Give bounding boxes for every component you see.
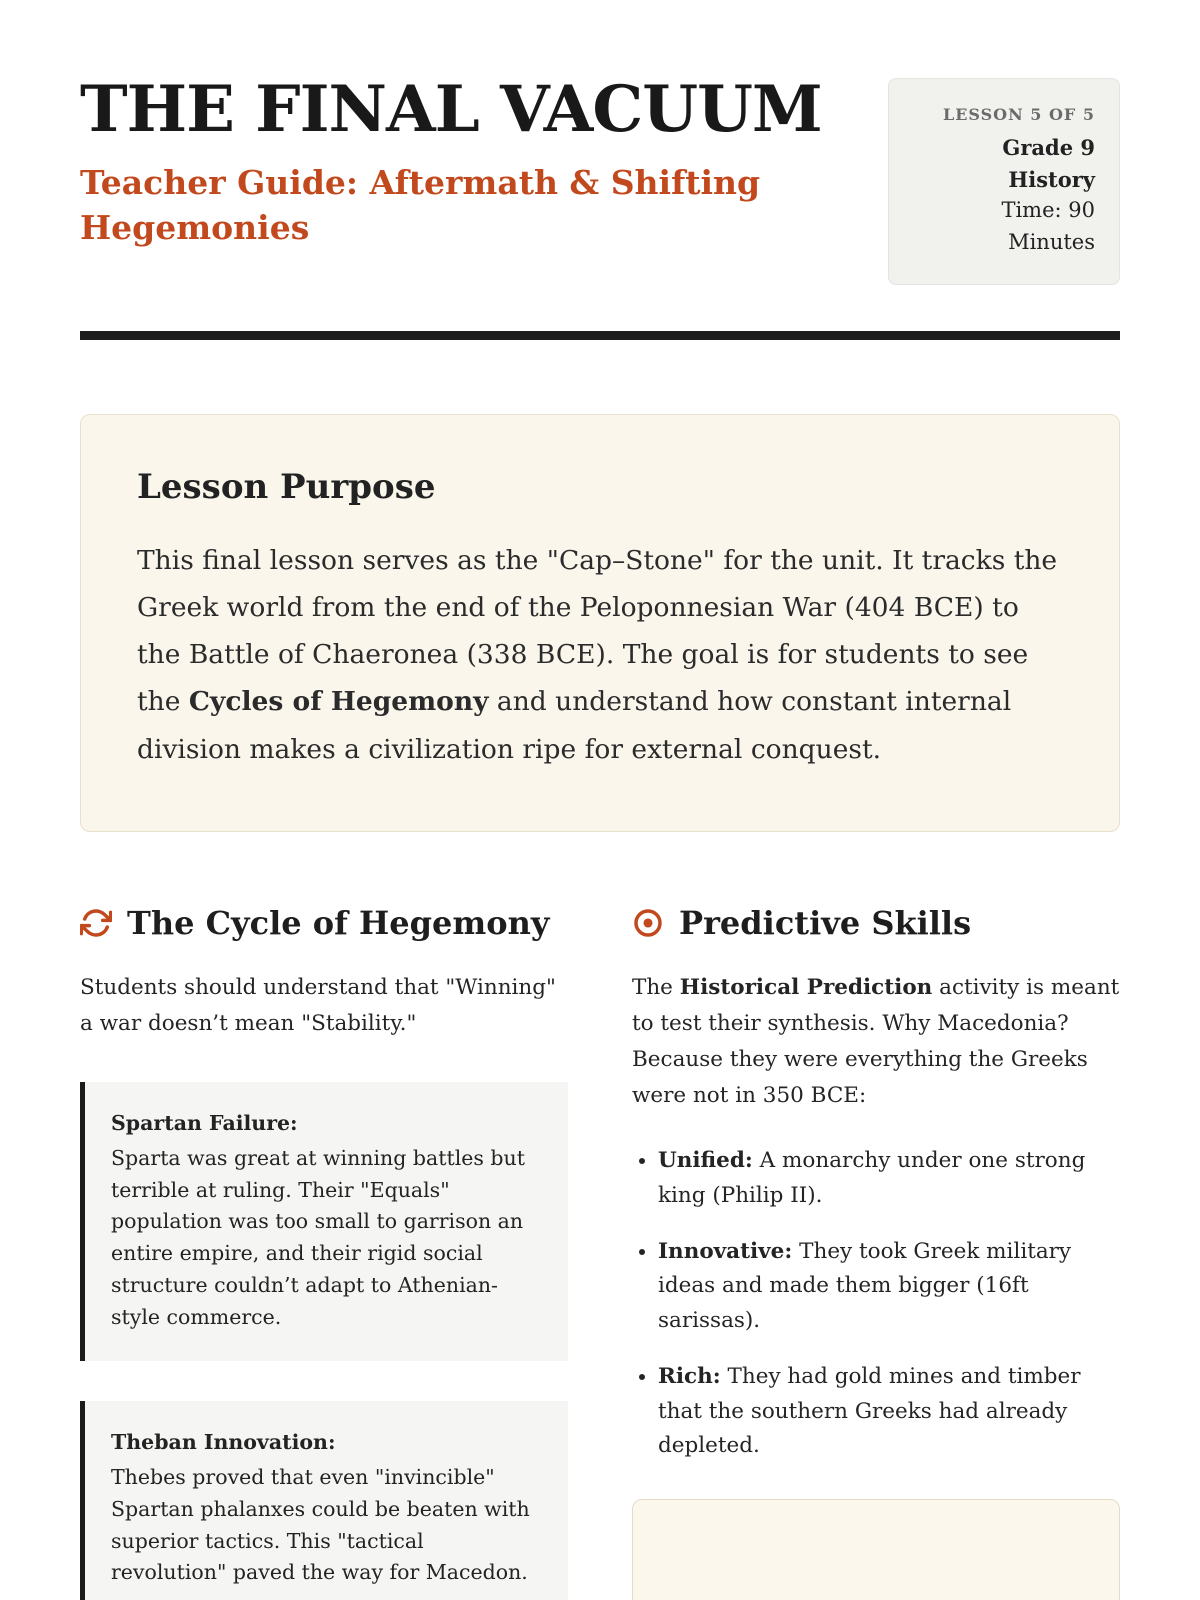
- lesson-purpose-body: [137, 537, 1063, 773]
- list-item: [658, 1235, 1120, 1338]
- lesson-purpose-heading: Lesson Purpose: [137, 467, 436, 507]
- predictive-heading: [632, 904, 1120, 942]
- subject: History: [1008, 166, 1095, 192]
- column-cycle-of-hegemony: [80, 904, 568, 1600]
- duration: Time: 90 Minutes: [1001, 198, 1095, 254]
- divider-rule: [80, 331, 1120, 340]
- page-title: THE FINAL VACUUM: [80, 72, 822, 147]
- column-predictive-skills: [632, 904, 1120, 1600]
- callout-body: Thebes proved that even "invincible" Spartan phalanxes could be beaten with superior tactics. This "tactical revolution" paved the way for Macedon.: [111, 1465, 530, 1585]
- predictive-heading-label: Predictive Skills: [679, 903, 972, 942]
- purpose-text-bold: Cycles of Hegemony: [188, 686, 489, 718]
- list-item: [658, 1360, 1120, 1463]
- cycle-heading: [80, 904, 568, 942]
- cycle-icon: [80, 907, 112, 939]
- list-item: [658, 1144, 1120, 1213]
- eye-icon: [632, 907, 664, 939]
- callout-body: Sparta was great at winning battles but terrible at ruling. Their "Equals" population was too small to garrison an entire empire, and their rigid social structure couldn’t adapt to Athenian-style commerce.: [111, 1145, 525, 1329]
- callout-title: Theban Innovation:: [111, 1430, 336, 1455]
- lesson-meta-card: [888, 78, 1120, 285]
- cycle-intro: Students should understand that "Winning" a war doesn’t mean "Stability.": [80, 974, 556, 1036]
- purpose-text-pre: This final lesson serves as the "Cap–Stone" for the unit. It tracks the Greek world from the end of the Peloponnesian War (404 BCE) to the Battle of Chaeronea (338 BCE). The goal is for students to see the: [137, 545, 1058, 718]
- predictive-intro-pre: The: [632, 974, 680, 1000]
- header-titles: [80, 72, 888, 250]
- grade-level: Grade 9: [1002, 135, 1095, 160]
- callout-spartan-failure: [80, 1082, 568, 1361]
- cycle-heading-label: The Cycle of Hegemony: [127, 903, 550, 942]
- bullet-lead: Rich:: [658, 1364, 721, 1390]
- callout-theban-innovation: [80, 1401, 568, 1600]
- bullet-text: A monarchy under one strong king (Philip II).: [658, 1148, 1086, 1208]
- activity-box: [632, 1499, 1120, 1600]
- predictive-intro-post: activity is meant to test their synthesis. Why Macedonia? Because they were everything the Greeks were not in 350 BCE:: [632, 974, 1120, 1109]
- lesson-purpose-card: [80, 414, 1120, 832]
- content-columns: [80, 904, 1120, 1600]
- bullet-lead: Innovative:: [658, 1239, 793, 1264]
- purpose-text-post: and understand how constant internal division makes a civilization ripe for external conquest.: [137, 686, 1012, 765]
- page-subtitle: Teacher Guide: Aftermath & Shifting Hegemonies: [80, 163, 761, 247]
- header: [80, 0, 1120, 285]
- predictive-intro-bold: Historical Prediction: [679, 974, 933, 1000]
- callout-title: Spartan Failure:: [111, 1111, 298, 1135]
- predictive-intro: [632, 970, 1120, 1114]
- bullet-lead: Unified:: [658, 1148, 753, 1174]
- macedonia-traits-list: [632, 1144, 1120, 1463]
- bullet-text: They took Greek military ideas and made them bigger (16ft sarissas).: [658, 1239, 1072, 1333]
- lesson-number: LESSON 5 OF 5: [942, 105, 1095, 124]
- bullet-text: They had gold mines and timber that the southern Greeks had already depleted.: [658, 1364, 1081, 1458]
